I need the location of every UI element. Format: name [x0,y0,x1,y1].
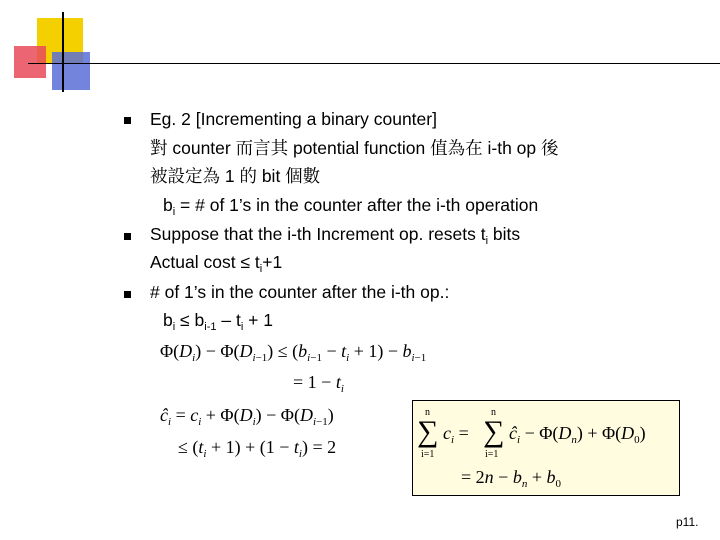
bullet-marker [124,233,131,240]
bullet-3-inequality: $b_i \le b_{i-1} - t_i + 1$ [163,310,273,333]
header-horizontal-rule [28,63,720,64]
bullet-marker [124,117,131,124]
bullet-marker [124,291,131,298]
bullet-1-line-1: Eg. 2 [Incrementing a binary counter] [150,109,437,129]
equation-amortized-cost: $ĉ_i = c_i + \Phi(D_i) - \Phi(D_{i-1})$ [160,405,334,428]
bullet-2-line-2: Actual $\cos t \le t_i+1$ [150,252,283,275]
equation-amortized-bound: ≤ $(t_i + 1) + (1 - t_i) = 2$ [178,437,337,460]
bullet-2-line-1: Suppose that the i-th Increment op. resets $t_i$ bits [150,224,521,247]
equation-simplified: = $1 - t_i$ [293,372,344,395]
bullet-1-definition: $b_i$ = # of 1’s in the counter after the i-th operation [163,195,539,218]
logo-square-blue [52,52,90,90]
logo-square-red [14,46,46,78]
bullet-1-line-3: 被設定為 1 的 bit 個數 [150,166,321,186]
bullet-1-line-2: 對 counter 而言其 potential function 值為在 i-th op 後 [150,138,559,158]
equation-potential-difference: $\Phi(D_i) - \Phi(D_{i-1}) \le (b_{i-1} - t_i + 1) - b_{i-1}$ [160,341,427,364]
header-vertical-rule [62,12,64,92]
bullet-3-line-1: # of 1’s in the counter after the i-th op.: [150,282,450,302]
page-number: p11. [676,515,699,529]
summation-box: n ∑ i=1 $c_i$ = n ∑ i=1 $ĉ_i - \Phi(D_n) + \Phi(D_0)$ = $2n - b_n + b_0$ [412,400,680,496]
